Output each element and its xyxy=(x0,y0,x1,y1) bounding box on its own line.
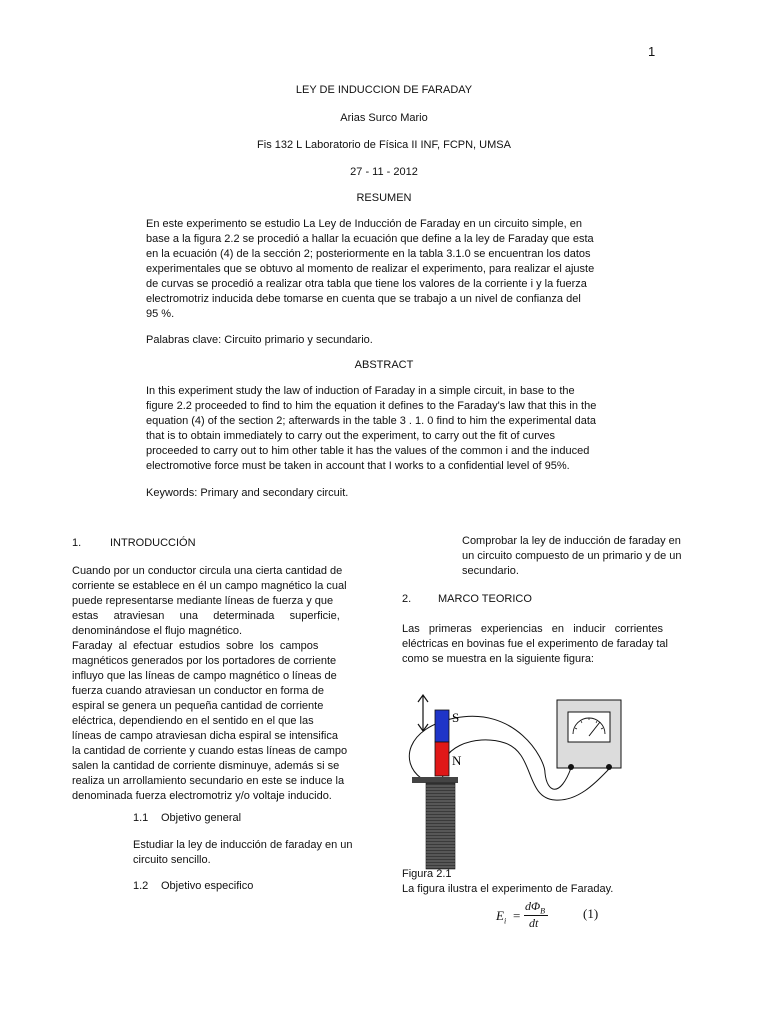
obj-general-title: Objetivo general xyxy=(161,812,242,824)
paper-date: 27 - 11 - 2012 xyxy=(350,166,418,178)
faraday-experiment-figure xyxy=(395,688,635,870)
motion-arrow-icon xyxy=(418,695,428,731)
intro-line: denominándose el flujo magnético. xyxy=(72,625,243,637)
specific-objective-line: secundario. xyxy=(462,565,519,577)
abstract-line: proceeded to carry out to him other table it has the values of the common i and the induced xyxy=(146,445,590,457)
figure-label: Figura 2.1 xyxy=(402,868,452,880)
galvanometer xyxy=(557,700,621,770)
obj-general-line: Estudiar la ley de inducción de faraday en un xyxy=(133,839,353,851)
faraday-equation xyxy=(496,900,606,932)
paper-title: LEY DE INDUCCION DE FARADAY xyxy=(295,84,473,96)
resumen-heading: RESUMEN xyxy=(356,192,412,204)
resumen-body xyxy=(146,217,631,322)
resumen-line: en la ecuación (4) de la sección 2; posteriormente en la tabla 3.1.0 se encuentran los datos xyxy=(146,248,591,260)
intro-line: estas atraviesan una determinada superficie, xyxy=(72,610,340,622)
obj-especifico-number: 1.2 xyxy=(133,880,149,892)
specific-objective-body xyxy=(462,534,702,579)
equation-number: (1) xyxy=(583,906,599,921)
intro-title: INTRODUCCIÓN xyxy=(110,537,196,549)
meter-terminal-left xyxy=(568,764,574,770)
equation-denominator: dt xyxy=(529,916,539,930)
equation-equals: = xyxy=(513,908,521,923)
magnet-n-label: N xyxy=(452,753,462,768)
magnet-south-pole xyxy=(435,710,449,742)
intro-line: realiza un arrollamiento secundario en este se induce la xyxy=(72,775,345,787)
intro-line: denominada fuerza electromotriz y/o voltaje inducido. xyxy=(72,790,332,802)
intro-line: influyo que las líneas de campo magnético o líneas de xyxy=(72,670,337,682)
specific-objective-line: un circuito compuesto de un primario y de un xyxy=(462,550,682,562)
obj-especifico-heading xyxy=(133,880,253,892)
equation-lhs: $E_i$ xyxy=(496,908,507,926)
abstract-line: figure 2.2 proceeded to find to him the equation it defines to the Faraday's law that this in the xyxy=(146,400,597,412)
intro-line: puede representarse mediante líneas de fuerza y que xyxy=(72,595,334,607)
marco-number: 2. xyxy=(402,593,412,605)
abstract-line: equation (4) of the section 2; afterwards in the table 3 . 1. 0 find to him the experimental data xyxy=(146,415,597,427)
marco-line: eléctricas en bovinas fue el experimento de faraday tal xyxy=(402,638,668,650)
resumen-line: electromotriz inducida debe tomarse en cuenta que se trabajo a un nivel de confianza del xyxy=(146,293,581,305)
intro-line: espiral se genera un pequeña cantidad de corriente xyxy=(72,700,324,712)
marco-line: Las primeras experiencias en inducir corrientes xyxy=(402,623,664,635)
obj-general-body xyxy=(133,838,373,868)
abstract-heading: ABSTRACT xyxy=(354,359,414,371)
intro-line: eléctrica, dependiendo en el sentido en el que las xyxy=(72,715,314,727)
abstract-line: In this experiment study the law of induction of Faraday in a simple circuit, in base to the xyxy=(146,385,575,397)
resumen-line: 95 %. xyxy=(146,308,175,320)
obj-especifico-title: Objetivo especifico xyxy=(161,880,254,892)
obj-general-line: circuito sencillo. xyxy=(133,854,211,866)
coil-top-plate xyxy=(412,777,458,783)
marco-heading xyxy=(402,593,532,605)
intro-heading xyxy=(72,537,196,549)
specific-objective-line: Comprobar la ley de inducción de faraday en xyxy=(462,535,681,547)
abstract-keywords: Keywords: Primary and secondary circuit. xyxy=(146,487,349,499)
intro-line: salen la cantidad de corriente disminuye, además si se xyxy=(72,760,340,772)
abstract-line: electromotive force must be taken in account that I works to a confidential level of 95%. xyxy=(146,460,570,472)
intro-line: Cuando por un conductor circula una cierta cantidad de xyxy=(72,565,343,577)
resumen-line: de curvas se procedió a realizar otra tabla que tiene los valores de la corriente i y la fuerza xyxy=(146,278,587,290)
meter-terminal-right xyxy=(606,764,612,770)
magnet-s-label: S xyxy=(452,710,460,725)
page-number: 1 xyxy=(648,44,656,59)
intro-number: 1. xyxy=(72,537,82,549)
intro-line: magnéticos generados por los portadores de corriente xyxy=(72,655,337,667)
intro-body xyxy=(72,564,368,804)
intro-line: Faraday al efectuar estudios sobre los campos xyxy=(72,640,319,652)
paper-affiliation: Fis 132 L Laboratorio de Física II INF, FCPN, UMSA xyxy=(257,139,511,151)
abstract-line: that is to obtain immediately to carry out the experiment, to carry out the fit of curves xyxy=(146,430,556,442)
resumen-keywords: Palabras clave: Circuito primario y secundario. xyxy=(146,334,373,346)
obj-general-heading xyxy=(133,812,241,824)
intro-line: la cantidad de corriente y cuando estas líneas de campo xyxy=(72,745,348,757)
obj-general-number: 1.1 xyxy=(133,812,149,824)
equation-numerator: $d\Phi_B$ xyxy=(525,899,546,916)
intro-line: fuerza cuando atraviesan un conductor en forma de xyxy=(72,685,324,697)
abstract-body xyxy=(146,384,631,474)
marco-body xyxy=(402,622,698,667)
marco-title: MARCO TEORICO xyxy=(438,593,532,605)
intro-line: líneas de campo atraviesan dicha espiral se intensifica xyxy=(72,730,338,742)
marco-line: como se muestra en la siguiente figura: xyxy=(402,653,594,665)
coil-body xyxy=(426,783,455,869)
resumen-line: base a la figura 2.2 se procedió a hallar la ecuación que define a la ley de Faraday que esta xyxy=(146,233,594,245)
paper-author: Arias Surco Mario xyxy=(340,112,428,124)
magnet-north-pole xyxy=(435,742,449,776)
intro-line: corriente se establece en él un campo magnético la cual xyxy=(72,580,347,592)
resumen-line: En este experimento se estudio La Ley de Inducción de Faraday en un circuito simple, en xyxy=(146,218,582,230)
figure-caption: La figura ilustra el experimento de Faraday. xyxy=(402,883,614,895)
resumen-line: experimentales que se obtuvo al momento de realizar el experimento, para realizar el ajuste xyxy=(146,263,595,275)
